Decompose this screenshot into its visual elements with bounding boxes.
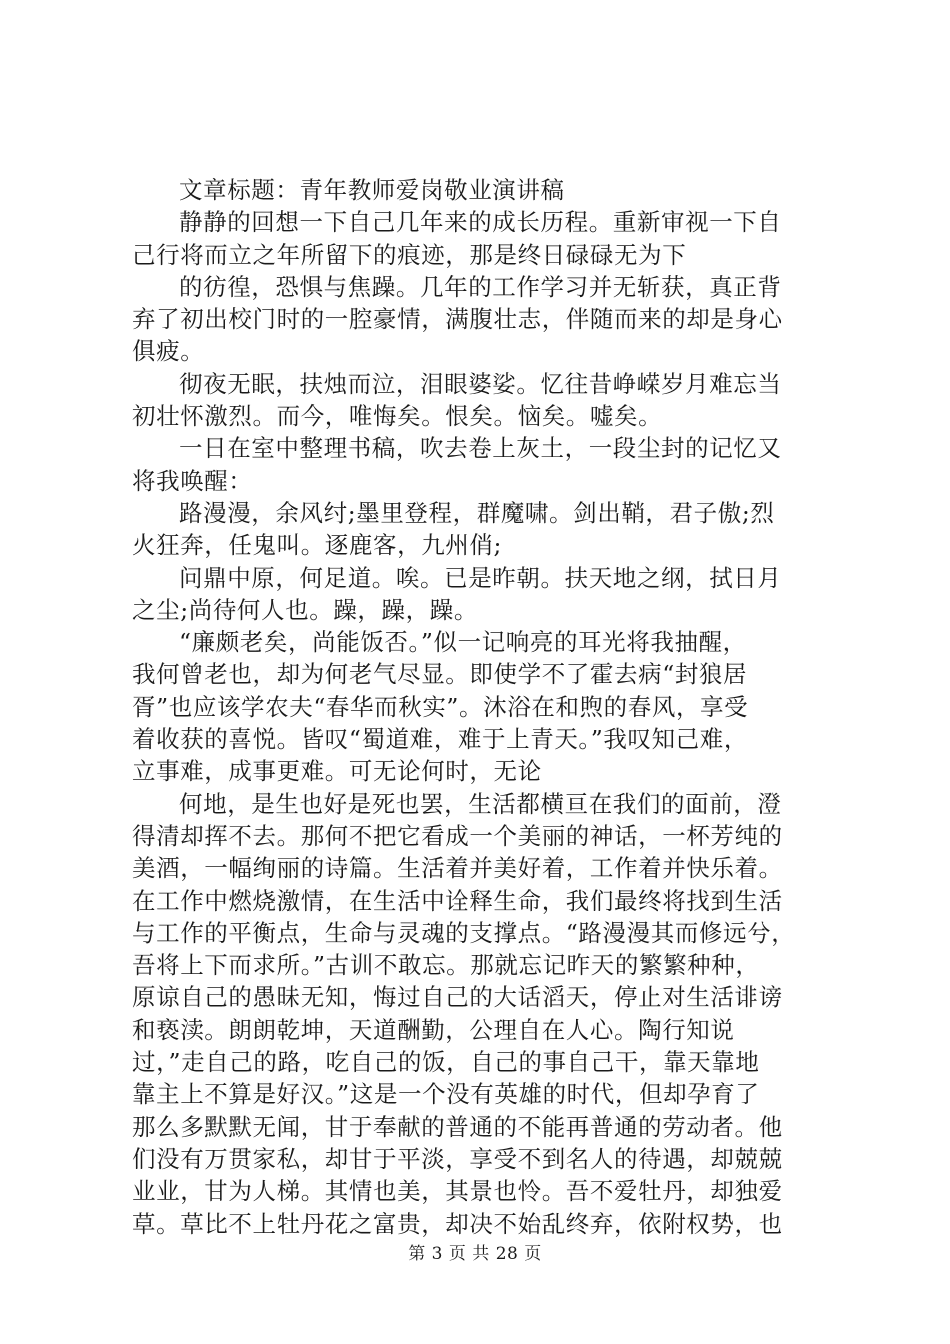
text-line: 一日在室中整理书稿，吹去卷上灰土，一段尘封的记忆又 bbox=[179, 434, 782, 463]
text-line: 静静的回想一下自己几年来的成长历程。重新审视一下自 bbox=[179, 208, 782, 237]
text-line: 过，”走自己的路，吃自己的饭，自己的事自己干，靠天靠地 bbox=[132, 1048, 760, 1077]
text-line: 靠主上不算是好汉。”这是一个没有英雄的时代，但却孕育了 bbox=[132, 1080, 760, 1109]
text-line: 火狂奔，任鬼叫。逐鹿客，九州俏; bbox=[132, 531, 503, 560]
text-line: 问鼎中原，何足道。唉。已是昨朝。扶天地之纲，拭日月 bbox=[179, 563, 782, 592]
text-line: 将我唤醒： bbox=[132, 466, 253, 495]
text-line: 原谅自己的愚昧无知，悔过自己的大话滔天，停止对生活诽谤 bbox=[132, 983, 783, 1012]
text-line: 彻夜无眠，扶烛而泣，泪眼婆娑。忆往昔峥嵘岁月难忘当 bbox=[179, 369, 782, 398]
text-line: 和亵渎。朗朗乾坤，天道酬勤，公理自在人心。陶行知说 bbox=[132, 1015, 735, 1044]
text-line: 我何曾老也，却为何老气尽显。即使学不了霍去病“封狼居 bbox=[132, 660, 748, 689]
text-line: 初壮怀激烈。而今，唯悔矣。恨矣。恼矣。嘘矣。 bbox=[132, 402, 663, 431]
text-line: 路漫漫，余风纣;墨里登程，群魔啸。剑出鞘，君子傲;烈 bbox=[179, 498, 775, 527]
text-line: 们没有万贯家私，却甘于平淡，享受不到名人的待遇，却兢兢 bbox=[132, 1144, 783, 1173]
text-line: 着收获的喜悦。皆叹“蜀道难，难于上青天。”我叹知己难， bbox=[132, 725, 748, 754]
text-line: 弃了初出校门时的一腔豪情，满腹壮志，伴随而来的却是身心 bbox=[132, 305, 783, 334]
text-line: 己行将而立之年所留下的痕迹，那是终日碌碌无为下 bbox=[132, 240, 687, 269]
text-line: 何地，是生也好是死也罢，生活都横亘在我们的面前，澄 bbox=[179, 789, 782, 818]
text-line: 草。草比不上牡丹花之富贵，却决不始乱终弃，依附权势，也 bbox=[132, 1209, 783, 1238]
text-line: 胥”也应该学农夫“春华而秋实”。沐浴在和煦的春风，享受 bbox=[132, 692, 749, 721]
text-line: 立事难，成事更难。可无论何时，无论 bbox=[132, 757, 542, 786]
text-line: 美酒，一幅绚丽的诗篇。生活着并美好着，工作着并快乐着。 bbox=[132, 854, 783, 883]
text-line: 业业，甘为人梯。其情也美，其景也怜。吾不爱牡丹，却独爱 bbox=[132, 1177, 783, 1206]
text-line: 那么多默默无闻，甘于奉献的普通的不能再普通的劳动者。他 bbox=[132, 1112, 783, 1141]
page-footer: 第 3 页 共 28 页 bbox=[408, 1244, 542, 1264]
text-line: 文章标题：青年教师爱岗敬业演讲稿 bbox=[179, 176, 565, 204]
text-line: 吾将上下而求所。”古训不敢忘。那就忘记昨天的繁繁种种， bbox=[132, 951, 760, 980]
text-line: 之尘;尚待何人也。躁，躁，躁。 bbox=[132, 595, 478, 624]
text-line: “廉颇老矣，尚能饭否。”似一记响亮的耳光将我抽醒， bbox=[179, 628, 747, 657]
text-line: 在工作中燃烧激情，在生活中诠释生命，我们最终将找到生活 bbox=[132, 886, 783, 915]
document-body bbox=[132, 174, 832, 1240]
text-line: 俱疲。 bbox=[132, 337, 205, 366]
text-line: 得清却挥不去。那何不把它看成一个美丽的神话，一杯芳纯的 bbox=[132, 821, 783, 850]
text-line: 的彷徨，恐惧与焦躁。几年的工作学习并无斩获，真正背 bbox=[179, 272, 782, 301]
text-line: 与工作的平衡点，生命与灵魂的支撑点。“路漫漫其而修远兮， bbox=[132, 918, 796, 947]
